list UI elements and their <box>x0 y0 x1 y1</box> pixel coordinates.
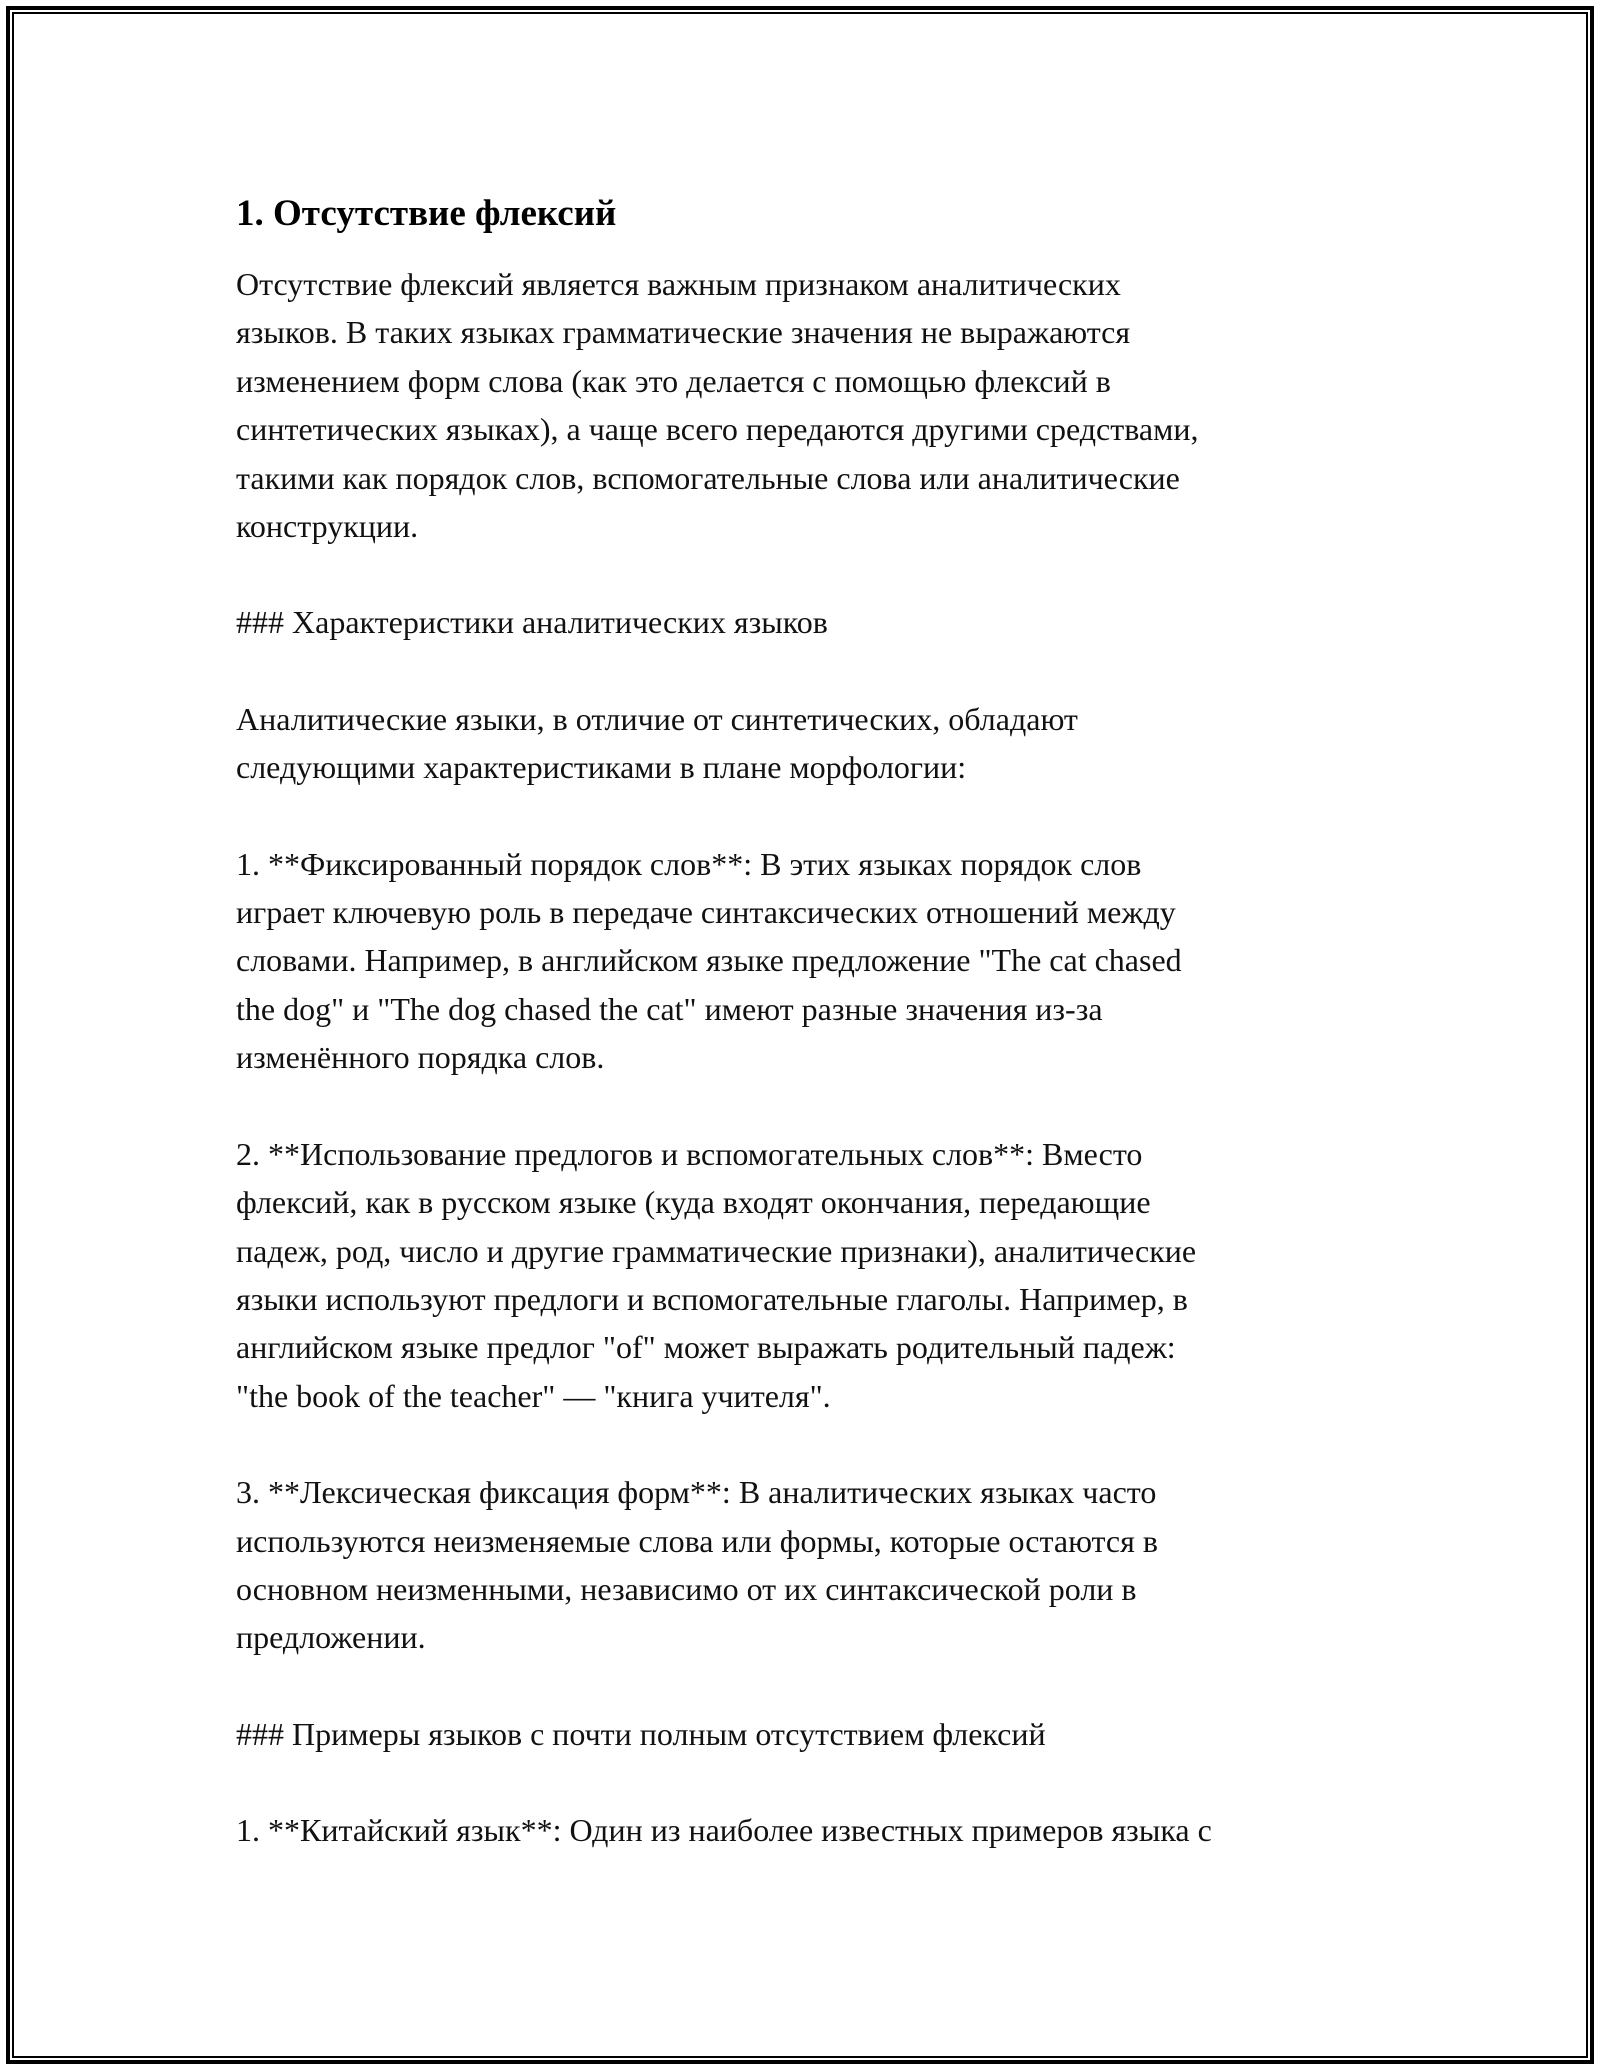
paragraph-characteristics-intro: Аналитические языки, в отличие от синтетических, обладают следующими характеристиками в плане морфологии: <box>236 700 1078 786</box>
subheading-examples: ### Примеры языков с почти полным отсутствием флексий <box>236 1715 1046 1752</box>
paragraph-intro: Отсутствие флексий является важным признаком аналитических языков. В таких языках грамматические значения не выражаются изменением форм слова (как это делается с помощью флексий в синтетических языках), а чаще всего передаются другими средствами, такими как порядок слов, вспомогательные слова или аналитические конструкции. <box>236 266 1199 545</box>
list-item-word-order: 1. **Фиксированный порядок слов**: В этих языках порядок слов играет ключевую роль в передаче синтаксических отношений между словами. Например, в английском языке предложение "The cat chased the dog" и "The dog chased the cat" имеют разные значения из-за изменённого порядка слов. <box>236 845 1182 1076</box>
list-item-lexical-fixation: 3. **Лексическая фиксация форм**: В аналитических языках часто используются неизменяемые слова или формы, которые остаются в основном неизменными, независимо от их синтаксической роли в предложении. <box>236 1474 1158 1656</box>
section-heading: 1. Отсутствие флексий <box>236 193 617 234</box>
subheading-characteristics: ### Характеристики аналитических языков <box>236 604 828 641</box>
list-item-chinese: 1. **Китайский язык**: Один из наиболее известных примеров языка с <box>236 1812 1212 1849</box>
list-item-prepositions: 2. **Использование предлогов и вспомогательных слов**: Вместо флексий, как в русском языке (куда входят окончания, передающие падеж, род, число и другие грамматические признаки), аналитические языки используют предлоги и вспомогательные глаголы. Например, в английском языке предлог "of" может выражать родительный падеж: "the book of the teacher" — "книга учителя". <box>236 1135 1197 1414</box>
document-body <box>236 186 1386 1855</box>
